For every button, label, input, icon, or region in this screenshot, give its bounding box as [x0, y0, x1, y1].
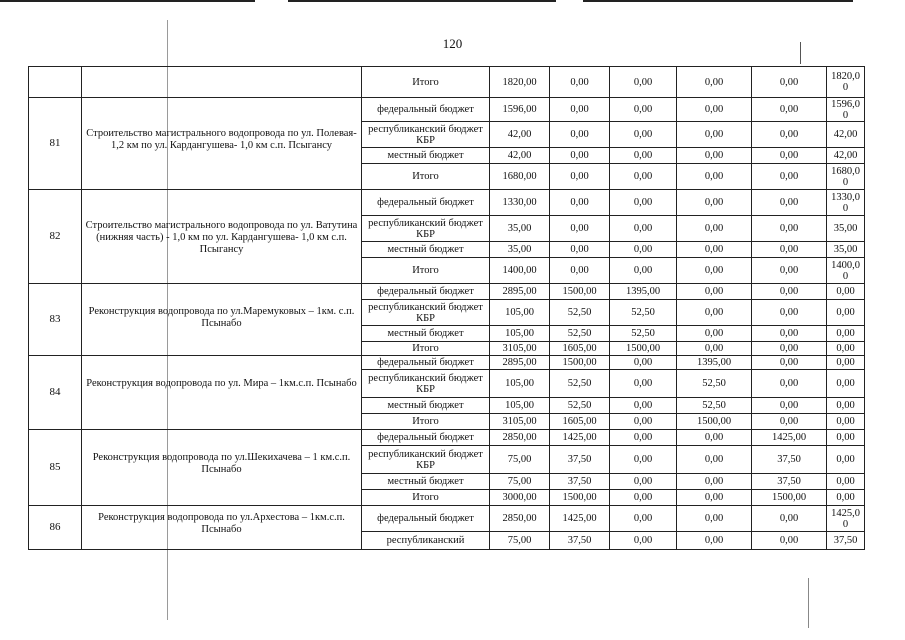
total-cell: 2850,00 [490, 506, 550, 532]
year-cell: 0,00 [550, 98, 610, 122]
year-cell: 0,00 [677, 300, 752, 326]
funding-source-cell: федеральный бюджет [362, 430, 490, 446]
year-cell: 0,00 [752, 216, 827, 242]
year-cell: 0,00 [827, 446, 865, 474]
total-cell: 2895,00 [490, 284, 550, 300]
year-cell: 1500,00 [752, 490, 827, 506]
total-cell: 75,00 [490, 532, 550, 550]
year-cell: 37,50 [752, 474, 827, 490]
year-cell: 0,00 [550, 67, 610, 98]
year-cell: 0,00 [550, 122, 610, 148]
funding-source-cell: федеральный бюджет [362, 506, 490, 532]
year-cell: 0,00 [752, 326, 827, 342]
year-cell: 0,00 [677, 446, 752, 474]
year-cell: 0,00 [677, 258, 752, 284]
funding-source-cell: местный бюджет [362, 326, 490, 342]
year-cell: 1500,00 [550, 356, 610, 370]
year-cell: 1425,00 [550, 506, 610, 532]
year-cell: 0,00 [677, 342, 752, 356]
total-cell: 42,00 [490, 122, 550, 148]
year-cell: 0,00 [610, 532, 677, 550]
year-cell: 0,00 [550, 216, 610, 242]
top-rule-left [0, 0, 255, 2]
funding-source-cell: Итого [362, 258, 490, 284]
year-cell: 37,50 [550, 532, 610, 550]
year-cell: 37,50 [550, 474, 610, 490]
year-cell: 0,00 [550, 164, 610, 190]
year-cell: 0,00 [610, 148, 677, 164]
total-cell: 2850,00 [490, 430, 550, 446]
table-row [29, 190, 865, 216]
funding-source-cell: Итого [362, 490, 490, 506]
year-cell: 0,00 [610, 242, 677, 258]
year-cell: 1400,0 0 [827, 258, 865, 284]
table-row [29, 98, 865, 122]
year-cell: 0,00 [550, 258, 610, 284]
total-cell: 1330,00 [490, 190, 550, 216]
year-cell: 1425,00 [752, 430, 827, 446]
year-cell: 0,00 [610, 414, 677, 430]
budget-table [28, 66, 865, 550]
year-cell: 0,00 [677, 164, 752, 190]
item-number-cell: 86 [29, 506, 82, 550]
year-cell: 0,00 [610, 446, 677, 474]
year-cell: 0,00 [677, 532, 752, 550]
scan-artifact-line [808, 578, 809, 628]
year-cell: 35,00 [827, 216, 865, 242]
year-cell: 1680,0 0 [827, 164, 865, 190]
total-cell: 105,00 [490, 300, 550, 326]
item-description-cell: Реконструкция водопровода по ул.Архестова – 1км.с.п. Псынабо [82, 506, 362, 550]
funding-source-cell: федеральный бюджет [362, 284, 490, 300]
year-cell: 0,00 [677, 430, 752, 446]
item-number-cell: 84 [29, 356, 82, 430]
year-cell: 1500,00 [610, 342, 677, 356]
year-cell: 37,50 [752, 446, 827, 474]
funding-source-cell: республиканский бюджет КБР [362, 446, 490, 474]
year-cell: 0,00 [610, 398, 677, 414]
year-cell: 1330,0 0 [827, 190, 865, 216]
item-number-cell: 83 [29, 284, 82, 356]
funding-source-cell: Итого [362, 342, 490, 356]
year-cell: 0,00 [610, 356, 677, 370]
year-cell: 0,00 [677, 284, 752, 300]
funding-source-cell: Итого [362, 414, 490, 430]
total-cell: 1680,00 [490, 164, 550, 190]
funding-source-cell: республиканский бюджет КБР [362, 122, 490, 148]
year-cell: 0,00 [827, 370, 865, 398]
year-cell: 0,00 [827, 430, 865, 446]
item-description-cell: Строительство магистрального водопровода по ул. Ватутина (нижняя часть) - 1,0 км по ул. Кардангушева- 1,0 км с.п. Псыгансу [82, 190, 362, 284]
funding-source-cell: Итого [362, 67, 490, 98]
year-cell: 0,00 [752, 356, 827, 370]
year-cell: 0,00 [610, 370, 677, 398]
year-cell: 52,50 [550, 300, 610, 326]
year-cell: 0,00 [677, 98, 752, 122]
year-cell: 35,00 [827, 242, 865, 258]
table-body [29, 67, 865, 550]
year-cell: 0,00 [677, 326, 752, 342]
empty-number-cell [29, 67, 82, 98]
year-cell: 0,00 [752, 148, 827, 164]
funding-source-cell: местный бюджет [362, 398, 490, 414]
funding-source-cell: федеральный бюджет [362, 190, 490, 216]
year-cell: 0,00 [610, 430, 677, 446]
year-cell: 0,00 [752, 506, 827, 532]
item-number-cell: 82 [29, 190, 82, 284]
table-row [29, 356, 865, 370]
year-cell: 52,50 [550, 398, 610, 414]
year-cell: 0,00 [752, 122, 827, 148]
year-cell: 1395,00 [677, 356, 752, 370]
year-cell: 0,00 [752, 342, 827, 356]
year-cell: 0,00 [677, 122, 752, 148]
total-cell: 75,00 [490, 474, 550, 490]
year-cell: 0,00 [610, 506, 677, 532]
year-cell: 1425,00 [550, 430, 610, 446]
item-description-cell: Реконструкция водопровода по ул.Шекихачева – 1 км.с.п. Псынабо [82, 430, 362, 506]
year-cell: 0,00 [827, 356, 865, 370]
year-cell: 0,00 [677, 506, 752, 532]
year-cell: 0,00 [827, 398, 865, 414]
funding-source-cell: республиканский бюджет КБР [362, 370, 490, 398]
year-cell: 0,00 [827, 284, 865, 300]
year-cell: 0,00 [752, 242, 827, 258]
year-cell: 0,00 [752, 284, 827, 300]
year-cell: 1820,0 0 [827, 67, 865, 98]
item-description-cell: Строительство магистрального водопровода по ул. Полевая- 1,2 км по ул. Кардангушева- 1,0 км с.п. Псыгансу [82, 98, 362, 190]
year-cell: 0,00 [752, 414, 827, 430]
year-cell: 0,00 [827, 300, 865, 326]
year-cell: 1605,00 [550, 414, 610, 430]
year-cell: 1500,00 [550, 490, 610, 506]
year-cell: 0,00 [752, 300, 827, 326]
funding-source-cell: республиканский [362, 532, 490, 550]
year-cell: 0,00 [752, 67, 827, 98]
year-cell: 0,00 [827, 414, 865, 430]
year-cell: 42,00 [827, 122, 865, 148]
year-cell: 0,00 [752, 532, 827, 550]
total-cell: 105,00 [490, 370, 550, 398]
item-description-cell: Реконструкция водопровода по ул. Мира – 1км.с.п. Псынабо [82, 356, 362, 430]
year-cell: 0,00 [610, 190, 677, 216]
top-rule-middle [288, 0, 556, 2]
top-rule-right [583, 0, 853, 2]
year-cell: 0,00 [827, 342, 865, 356]
funding-source-cell: местный бюджет [362, 148, 490, 164]
year-cell: 0,00 [827, 474, 865, 490]
total-cell: 1400,00 [490, 258, 550, 284]
year-cell: 0,00 [610, 474, 677, 490]
year-cell: 0,00 [610, 490, 677, 506]
total-cell: 35,00 [490, 216, 550, 242]
year-cell: 0,00 [610, 258, 677, 284]
total-cell: 2895,00 [490, 356, 550, 370]
total-cell: 3105,00 [490, 342, 550, 356]
year-cell: 52,50 [550, 326, 610, 342]
total-cell: 105,00 [490, 398, 550, 414]
total-cell: 3105,00 [490, 414, 550, 430]
item-description-cell: Реконструкция водопровода по ул.Маремуковых – 1км. с.п. Псынабо [82, 284, 362, 356]
year-cell: 0,00 [677, 67, 752, 98]
year-cell: 52,50 [677, 398, 752, 414]
funding-source-cell: республиканский бюджет КБР [362, 216, 490, 242]
table-row [29, 284, 865, 300]
total-cell: 105,00 [490, 326, 550, 342]
year-cell: 0,00 [752, 164, 827, 190]
year-cell: 0,00 [610, 122, 677, 148]
year-cell: 1596,0 0 [827, 98, 865, 122]
year-cell: 0,00 [677, 490, 752, 506]
year-cell: 1425,0 0 [827, 506, 865, 532]
year-cell: 0,00 [550, 148, 610, 164]
year-cell: 0,00 [752, 398, 827, 414]
total-cell: 3000,00 [490, 490, 550, 506]
year-cell: 52,50 [610, 326, 677, 342]
funding-source-cell: местный бюджет [362, 474, 490, 490]
year-cell: 0,00 [610, 98, 677, 122]
year-cell: 1395,00 [610, 284, 677, 300]
year-cell: 0,00 [677, 148, 752, 164]
year-cell: 37,50 [550, 446, 610, 474]
year-cell: 0,00 [610, 216, 677, 242]
year-cell: 1605,00 [550, 342, 610, 356]
table-row [29, 430, 865, 446]
year-cell: 1500,00 [677, 414, 752, 430]
total-cell: 75,00 [490, 446, 550, 474]
year-cell: 37,50 [827, 532, 865, 550]
year-cell: 0,00 [827, 490, 865, 506]
year-cell: 0,00 [752, 370, 827, 398]
year-cell: 0,00 [550, 242, 610, 258]
year-cell: 52,50 [550, 370, 610, 398]
empty-description-cell [82, 67, 362, 98]
year-cell: 0,00 [677, 242, 752, 258]
table-row [29, 506, 865, 532]
page-number: 120 [442, 36, 463, 51]
year-cell: 52,50 [677, 370, 752, 398]
total-cell: 35,00 [490, 242, 550, 258]
year-cell: 0,00 [677, 190, 752, 216]
year-cell: 1500,00 [550, 284, 610, 300]
funding-source-cell: республиканский бюджет КБР [362, 300, 490, 326]
scan-artifact-line [800, 42, 801, 64]
funding-source-cell: местный бюджет [362, 242, 490, 258]
funding-source-cell: федеральный бюджет [362, 356, 490, 370]
table-row [29, 67, 865, 98]
item-number-cell: 81 [29, 98, 82, 190]
funding-source-cell: Итого [362, 164, 490, 190]
funding-source-cell: федеральный бюджет [362, 98, 490, 122]
year-cell: 42,00 [827, 148, 865, 164]
item-number-cell: 85 [29, 430, 82, 506]
year-cell: 0,00 [550, 190, 610, 216]
year-cell: 0,00 [827, 326, 865, 342]
total-cell: 42,00 [490, 148, 550, 164]
year-cell: 0,00 [752, 258, 827, 284]
year-cell: 0,00 [610, 67, 677, 98]
total-cell: 1820,00 [490, 67, 550, 98]
year-cell: 0,00 [752, 98, 827, 122]
year-cell: 0,00 [752, 190, 827, 216]
year-cell: 0,00 [677, 474, 752, 490]
total-cell: 1596,00 [490, 98, 550, 122]
year-cell: 0,00 [610, 164, 677, 190]
year-cell: 0,00 [677, 216, 752, 242]
year-cell: 52,50 [610, 300, 677, 326]
